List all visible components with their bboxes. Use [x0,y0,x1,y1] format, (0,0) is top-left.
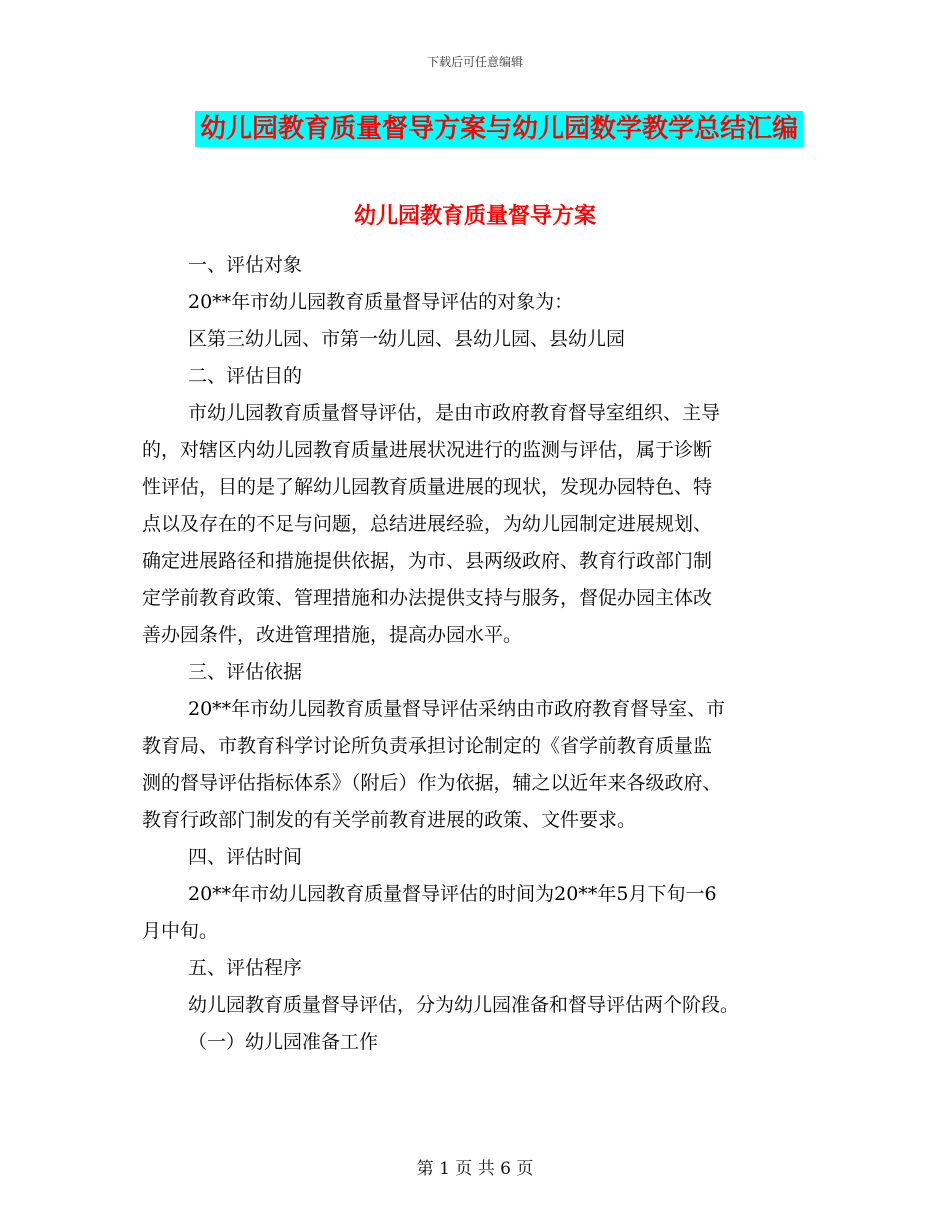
page-footer: 第 1 页 共 6 页 [416,1159,534,1179]
body-line: 三、评估依据 [188,661,303,683]
body-line: 点以及存在的不足与问题，总结进展经验，为幼儿园制定进展规划、 [142,513,713,535]
body-line: 四、评估时间 [188,846,303,868]
body-line: 月中旬。 [142,920,219,942]
document-body [142,247,812,1061]
body-line: 区第三幼儿园、市第一幼儿园、县幼儿园、县幼儿园 [188,328,626,350]
body-line: 测的督导评估指标体系》（附后）作为依据，辅之以近年来各级政府、 [142,772,722,794]
body-line: 性评估，目的是了解幼儿园教育质量进展的现状，发现办园特色、特 [142,476,713,498]
page-header-note: 下载后可任意编辑 [426,55,523,69]
body-line: （一）幼儿园准备工作 [188,1031,379,1053]
section-title: 幼儿园教育质量督导方案 [353,204,596,229]
body-line: 确定进展路径和措施提供依据，为市、县两级政府、教育行政部门制 [142,550,713,572]
body-line: 教育行政部门制发的有关学前教育进展的政策、文件要求。 [142,809,637,831]
body-line: 20**年市幼儿园教育质量督导评估采纳由市政府教育督导室、市 [188,698,726,720]
body-line: 教育局、市教育科学讨论所负责承担讨论制定的《省学前教育质量监 [142,735,713,757]
body-line: 五、评估程序 [188,957,303,979]
body-line: 二、评估目的 [188,365,303,387]
body-line: 定学前教育政策、管理措施和办法提供支持与服务，督促办园主体改 [142,587,713,609]
document-title: 幼儿园教育质量督导方案与幼儿园数学教学总结汇编 [195,111,803,147]
body-line: 幼儿园教育质量督导评估，分为幼儿园准备和督导评估两个阶段。 [188,994,740,1016]
body-line: 市幼儿园教育质量督导评估，是由市政府教育督导室组织、主导 [188,402,721,424]
body-line: 20**年市幼儿园教育质量督导评估的时间为20**年5月下旬一6 [188,883,717,905]
body-line: 一、评估对象 [188,254,303,276]
body-line: 的，对辖区内幼儿园教育质量进展状况进行的监测与评估，属于诊断 [142,439,713,461]
body-line: 20**年市幼儿园教育质量督导评估的对象为： [188,291,574,313]
body-line: 善办园条件，改进管理措施，提高办园水平。 [142,624,523,646]
